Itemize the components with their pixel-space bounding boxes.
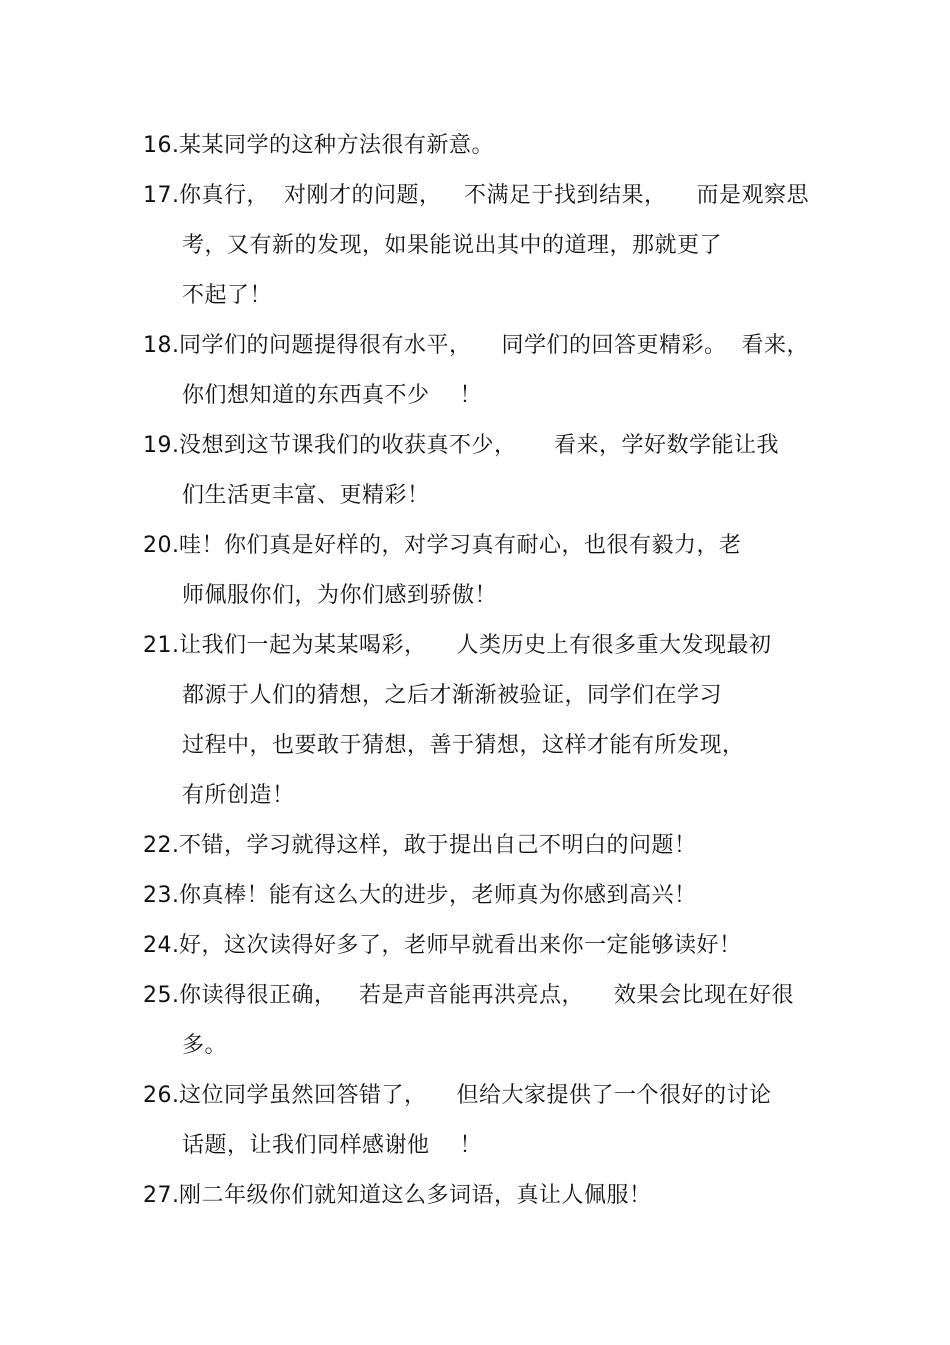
list-item <box>143 871 823 921</box>
item-text: 好，这次读得好多了，老师早就看出来你一定能够读好！ <box>179 933 742 958</box>
item-text-continuation: 不起了！ <box>182 283 273 308</box>
item-number: 27. <box>143 1183 180 1208</box>
item-number: 24. <box>143 933 180 958</box>
item-text: 你真棒！能有这么大的进步，老师真为你感到高兴！ <box>179 883 697 908</box>
item-text: 同学们的问题提得很有水平， 同学们的回答更精彩。 看来， <box>179 333 809 358</box>
item-text-continuation: 考，又有新的发现，如果能说出其中的道理，那就更了 <box>182 233 723 258</box>
item-text-continuation: 师佩服你们，为你们感到骄傲！ <box>182 583 498 608</box>
item-text-continuation: 们生活更丰富、更精彩！ <box>182 483 430 508</box>
item-text: 某某同学的这种方法很有新意。 <box>179 133 495 158</box>
item-text-continuation: 话题，让我们同样感谢他 ！ <box>182 1133 482 1158</box>
item-text-continuation: 你们想知道的东西真不少 ！ <box>182 383 482 408</box>
item-number: 18. <box>143 333 180 358</box>
item-text: 刚二年级你们就知道这么多词语，真让人佩服！ <box>179 1183 652 1208</box>
list-item <box>143 1071 823 1171</box>
item-text: 你读得很正确， 若是声音能再洪亮点， 效果会比现在好很 <box>179 983 794 1008</box>
item-text-continuation: 多。 <box>182 1033 228 1058</box>
item-number: 16. <box>143 133 180 158</box>
list-item <box>143 321 823 421</box>
item-number: 19. <box>143 433 180 458</box>
list-item <box>143 1171 823 1221</box>
item-text-continuation: 过程中，也要敢于猜想，善于猜想，这样才能有所发现， <box>182 733 745 758</box>
list-item <box>143 421 823 521</box>
list-item <box>143 971 823 1071</box>
item-text: 这位同学虽然回答错了， 但给大家提供了一个很好的讨论 <box>179 1083 772 1108</box>
item-number: 23. <box>143 883 180 908</box>
item-number: 20. <box>143 533 180 558</box>
list-item <box>143 521 823 621</box>
item-text-continuation: 有所创造！ <box>182 783 295 808</box>
item-number: 26. <box>143 1083 180 1108</box>
list-item <box>143 621 823 821</box>
item-text: 没想到这节课我们的收获真不少， 看来，学好数学能让我 <box>179 433 779 458</box>
item-text-continuation: 都源于人们的猜想，之后才渐渐被验证，同学们在学习 <box>182 683 723 708</box>
item-number: 17. <box>143 183 180 208</box>
item-number: 25. <box>143 983 180 1008</box>
item-text: 哇！你们真是好样的，对学习真有耐心，也很有毅力，老 <box>179 533 742 558</box>
item-text: 让我们一起为某某喝彩， 人类历史上有很多重大发现最初 <box>179 633 772 658</box>
list-item <box>143 821 823 871</box>
list-item <box>143 171 823 321</box>
item-text: 不错，学习就得这样，敢于提出自己不明白的问题！ <box>179 833 697 858</box>
item-number: 21. <box>143 633 180 658</box>
item-text: 你真行， 对刚才的问题， 不满足于找到结果， 而是观察思 <box>179 183 809 208</box>
list-item <box>143 921 823 971</box>
list-item <box>143 121 823 171</box>
item-number: 22. <box>143 833 180 858</box>
